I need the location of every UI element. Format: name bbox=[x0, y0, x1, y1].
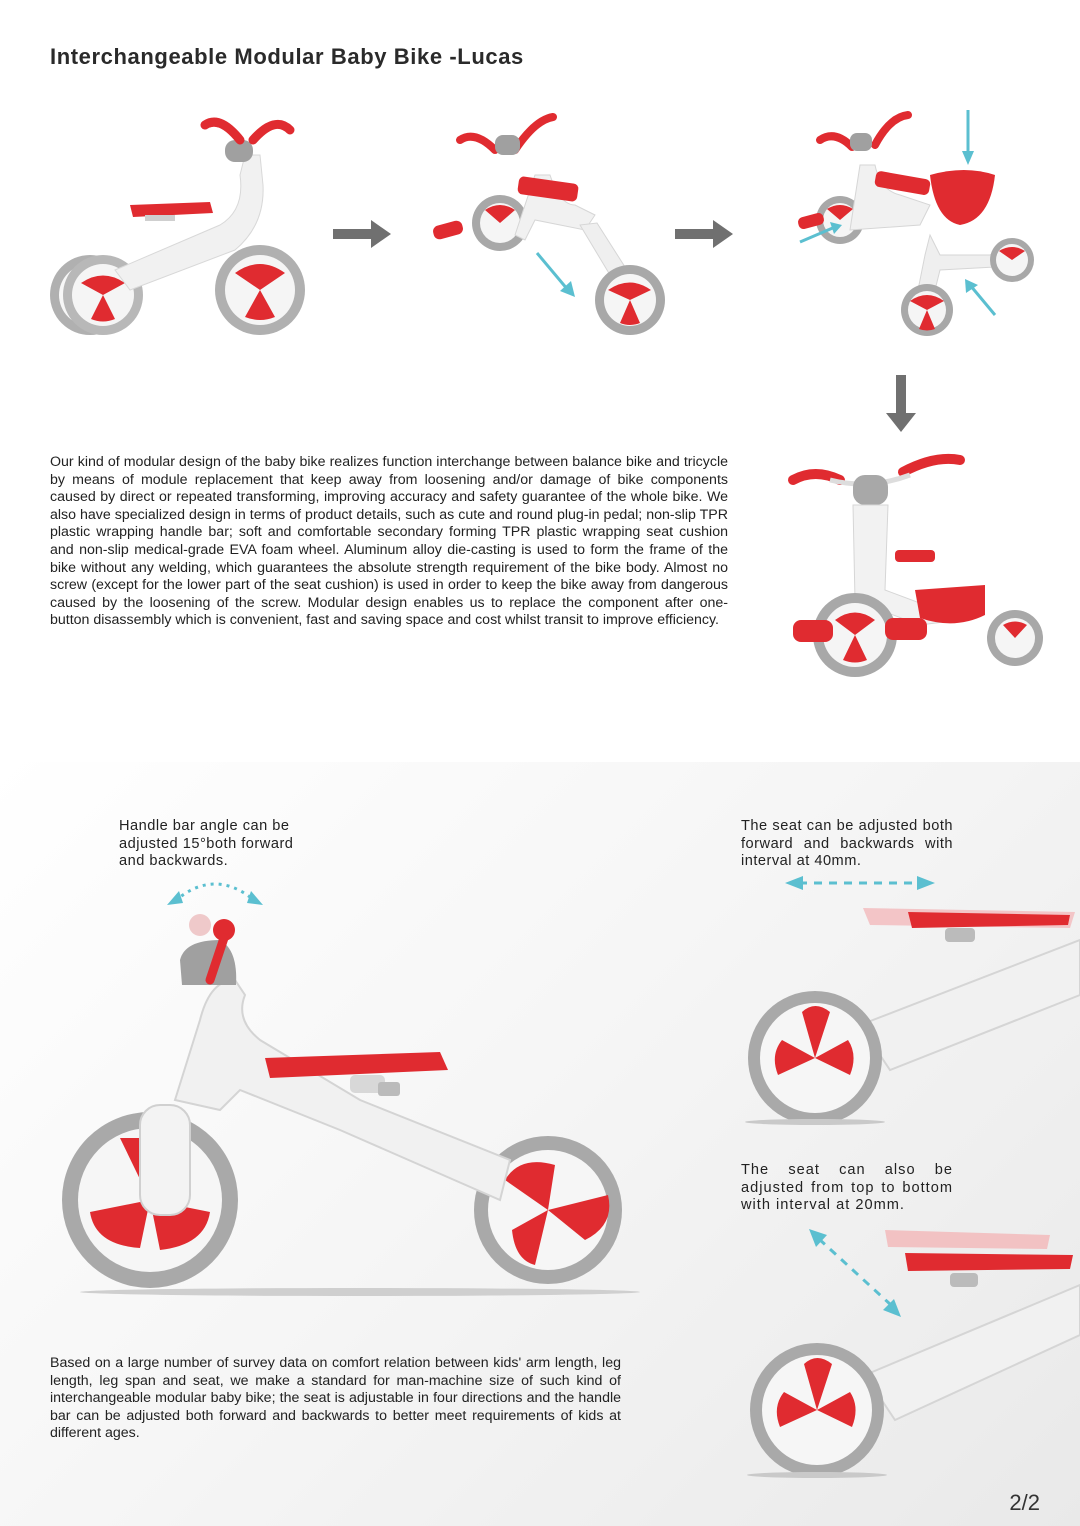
page-title: Interchangeable Modular Baby Bike -Lucas bbox=[50, 44, 524, 69]
product-description: Our kind of modular design of the baby bike realizes function interchange between balance bike and tricycle by means of module replacement that keep away from loosening and/or damage of bike components caused by direct or repeated transforming, improving accuracy and safety guarantee of the whole bike. We also have specialized design in terms of product details, such as cute and round plug-in pedal; non-slip TPR plastic wrapping handle bar; soft and comfortable secondary forming TPR plastic wrapping seat cushion and non-slip medical-grade EVA foam wheel. Aluminum alloy die-casting is used to form the frame of the bike without any welding, which guarantees the absolute strength requirement of the bike body. Almost no screw (except for the lower part of the seat cushion) is used in order to keep the bike away from dangerous caused by the loosening of the screw. Modular design enables us to replace the component after one-button disassembly which is convenient, fast and saving space and cost whilst transit to improve efficiency. bbox=[50, 454, 728, 629]
page-number: 2/2 bbox=[1009, 1490, 1040, 1515]
balance-bike-image bbox=[45, 105, 315, 340]
handle-bar-note: Handle bar angle can be adjusted 15°both forward and backwards. bbox=[119, 818, 294, 870]
right-arrow-icon bbox=[333, 220, 393, 248]
right-arrow-icon bbox=[675, 220, 735, 248]
seat-up-down-note: The seat can also be adjusted from top to bottom with interval at 20mm. bbox=[741, 1162, 953, 1214]
disassembly-bike-image bbox=[425, 105, 675, 340]
horizontal-double-arrow-icon bbox=[785, 875, 935, 891]
survey-description: Based on a large number of survey data on comfort relation between kids' arm length, leg length, leg span and seat, we make a standard for man-machine size of such kind of interchangeable modular baby bike; the seat is adjustable in four directions and the handle bar can be adjusted both forward and backwards to better meet requirements of kids at different ages. bbox=[50, 1355, 621, 1442]
balance-bike-large-image bbox=[60, 910, 650, 1300]
seat-forward-backward-detail-image bbox=[730, 900, 1080, 1130]
rotation-arrow-icon bbox=[165, 873, 265, 911]
tricycle-assembly-image bbox=[790, 105, 1050, 345]
down-arrow-icon bbox=[886, 375, 916, 433]
seat-up-down-detail-image bbox=[745, 1225, 1080, 1485]
tricycle-complete-image bbox=[785, 450, 1045, 695]
seat-forward-backward-note: The seat can be adjusted both forward and backwards with interval at 40mm. bbox=[741, 818, 953, 870]
